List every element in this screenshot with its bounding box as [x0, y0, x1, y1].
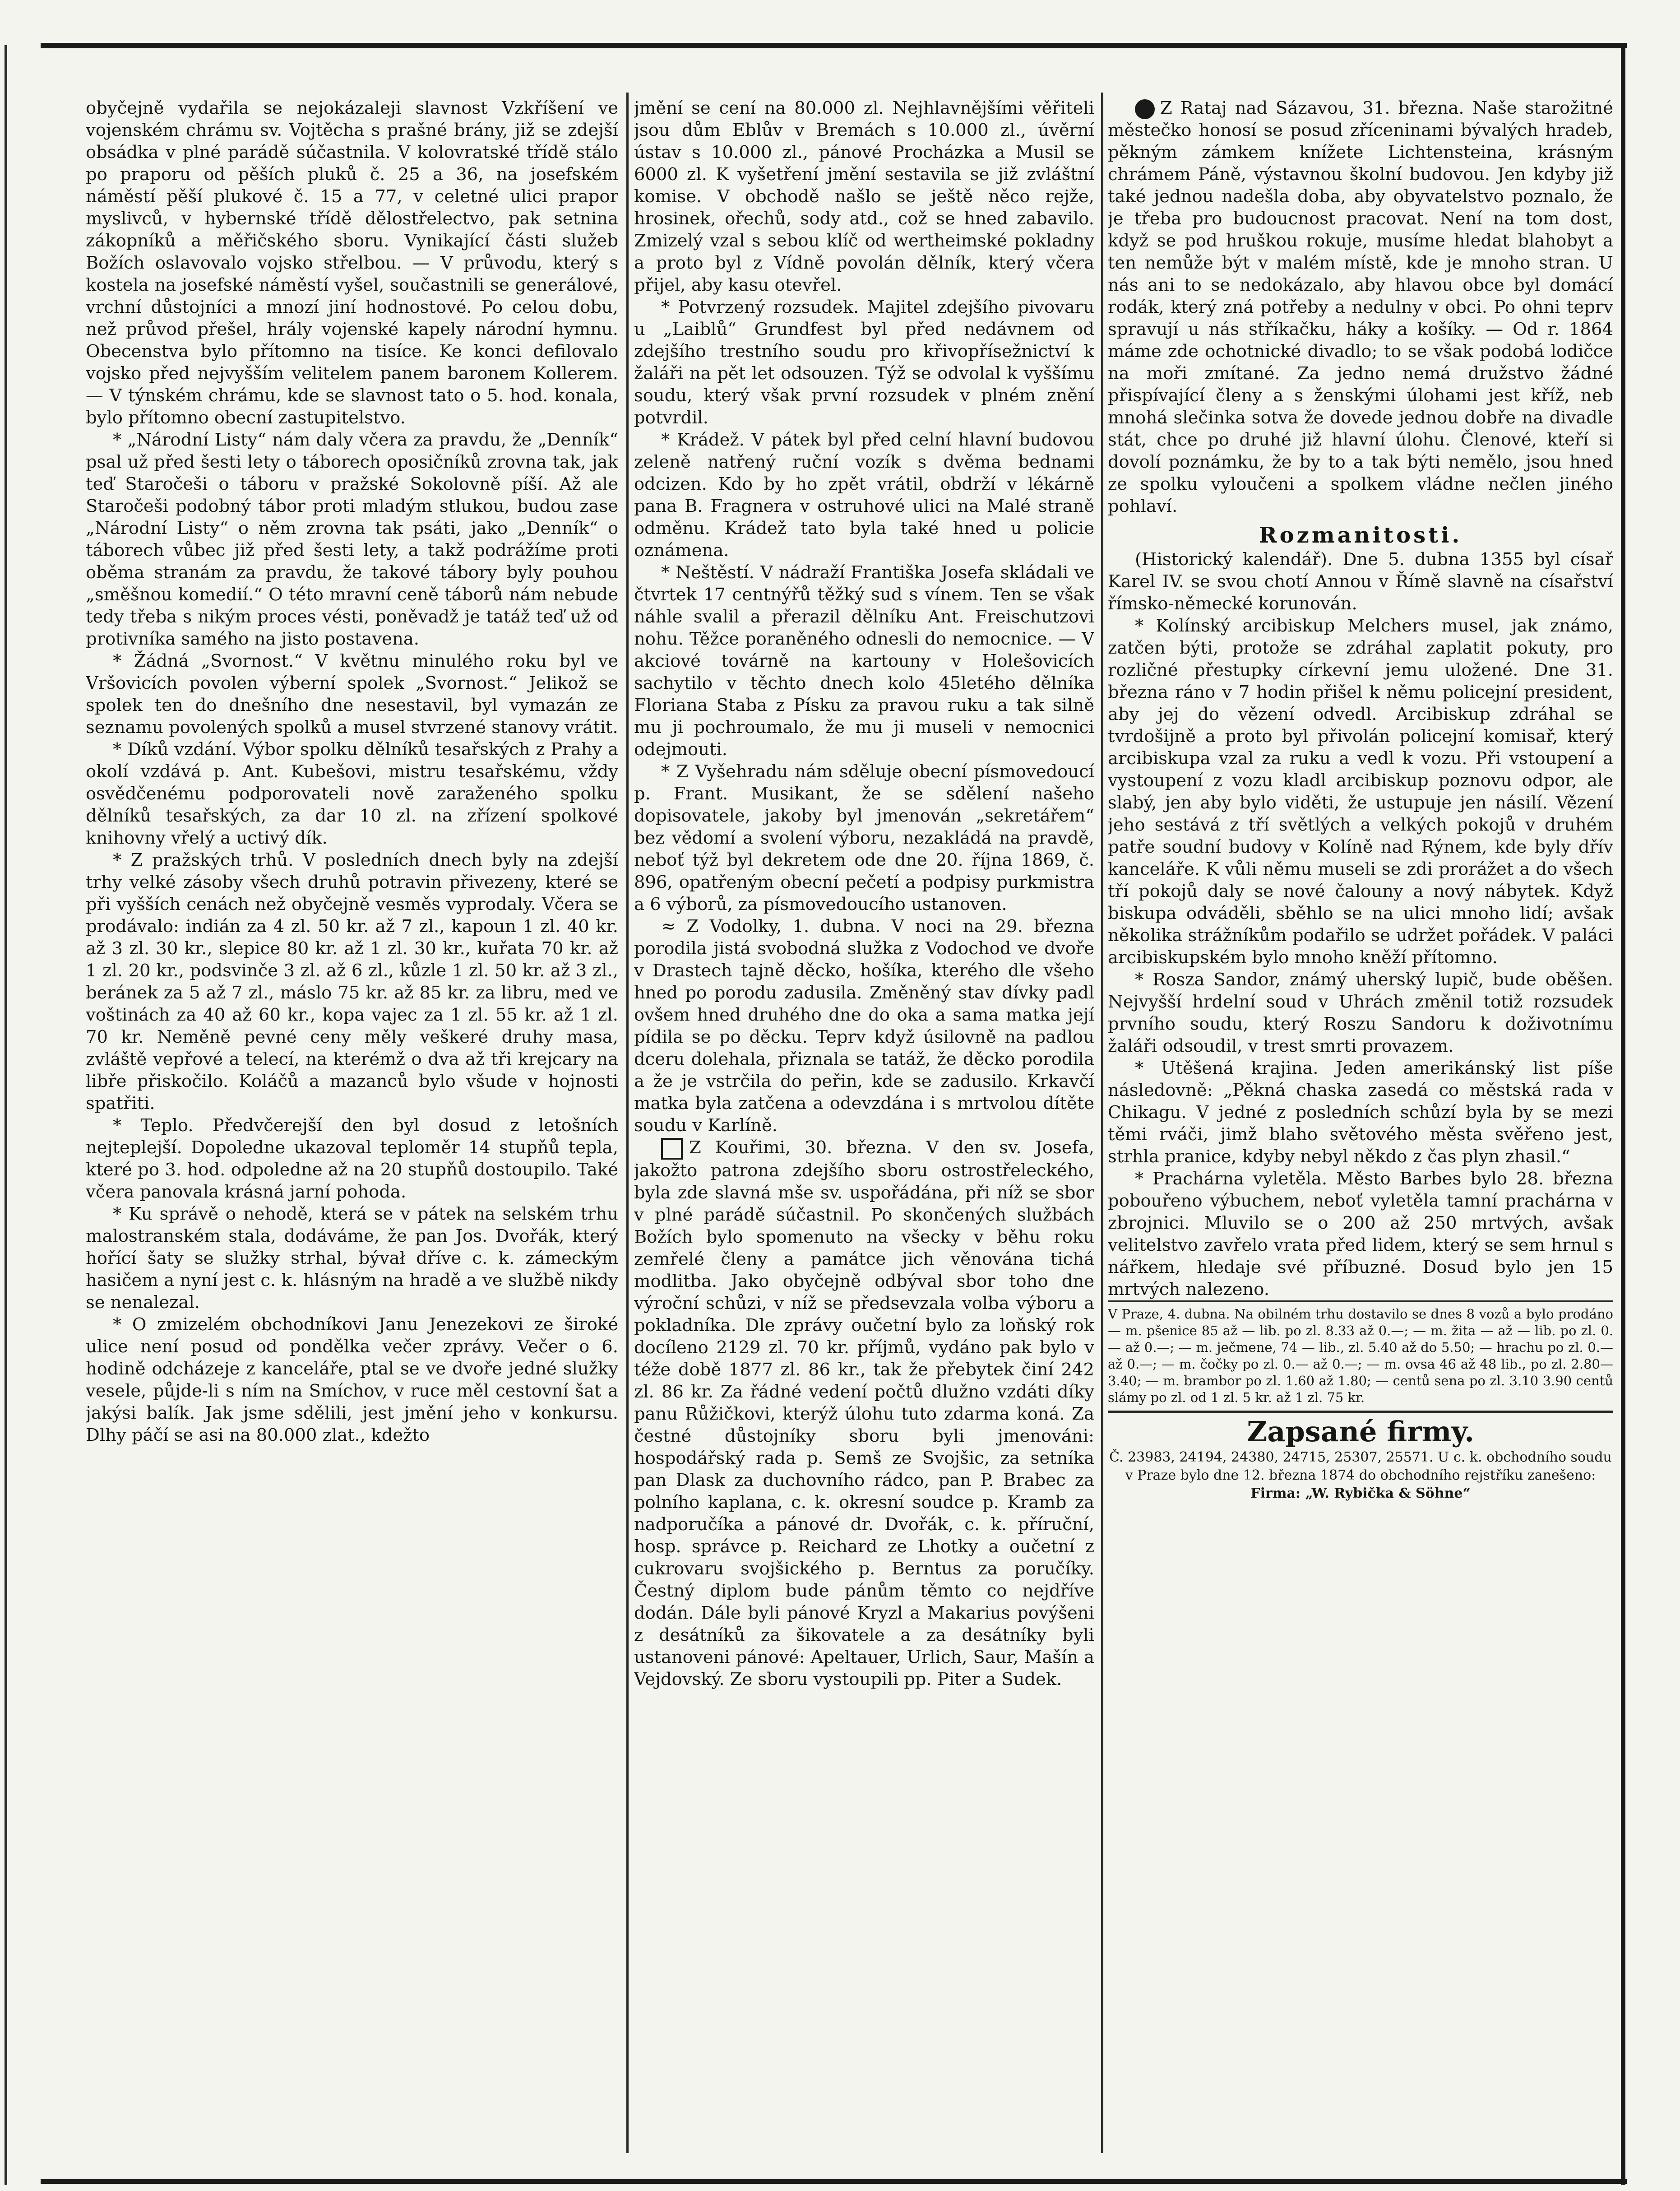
left-border: [5, 45, 7, 2185]
article-zmizely-obchodnik: * O zmizelém obchodníkovi Janu Jenezekovi ze široké ulice není posud od pondělka večer zprávy. Večer o 6. hodině odcházeje z kanceláře, ptal se ve dvoře jedné služky vesele, půjde-li s ním na Smíchov, v ruce měl cestovní šat a jakýsi balík. Jak jsme sdělili, jest jmění jeho v konkursu. Dlhy páčí se asi na 80.000 zlat., kdežto: [86, 1314, 618, 1445]
article-pracharna: * Prachárna vyletěla. Město Barbes bylo 28. března pobouřeno výbuchem, neboť vyletěla tamní prachárna v zbrojnici. Mluvilo se o 200 až 250 mrtvých, avšak velitelstvo zavřelo vrata před lidem, který se sem hrnul s nářkem, hledaje své příbuzné. Dosud bylo jen 15 mrtvých nalezeno.: [1108, 1169, 1613, 1300]
article-teplo: * Teplo. Předvčerejší den byl dosud z letošních nejteplejší. Dopoledne ukazoval teploměr 14 stupňů tepla, které po 3. hod. odpoledne až na 20 stupňů dostoupilo. Také včera panovala krásná jarní pohoda.: [86, 1115, 618, 1202]
article-prazske-trhy: * Z pražských trhů. V posledních dnech byly na zdejší trhy velké zásoby všech druhů potravin přivezeny, které se při vyšších cenách než obyčejně vesměs vyprodaly. Včera se prodávalo: indián za 4 zl. 50 kr. až 7 zl., kapoun 1 zl. 40 kr. až 3 zl. 30 kr., slepice 80 kr. až 1 zl. 30 kr., kuřata 70 kr. až 1 zl. 20 kr., podsvinče 3 zl. až 6 zl., kůzle 1 zl. 50 kr. až 3 zl., beránek za 5 až 7 zl., máslo 75 kr. až 85 kr. za libru, med ve voštinách za 40 až 60 kr., kopa vajec za 1 zl. 55 kr. až 1 zl. 70 kr. Neměně pevné ceny měly veškeré druhy masa, zvláště vepřové a telecí, na kterémž o dva až tři krejcary na libře přiskočilo. Koláčů a mazanců bylo všude v hojnosti spatřiti.: [86, 850, 618, 1114]
article-ku-sprave: * Ku správě o nehodě, která se v pátek na selském trhu malostranském stala, dodáváme, že pan Jos. Dvořák, který hořící šaty se služky strhal, bývał dříve c. k. zámeckým hasičem a nyní jest c. k. hlásným na hradě a ve službě nikdy se nenalezal.: [86, 1204, 618, 1313]
column-3: [1108, 97, 1613, 2155]
article-rosza-sandor: * Rosza Sandor, známý uherský lupič, bude oběšen. Nejvyšší hrdelní soud v Uhrách změnil totiž rozsudek prvního soudu, který Roszu Sandoru k doživotnímu žaláři odsoudil, v trest smrti provazem.: [1108, 970, 1613, 1056]
article-narodni-listy: * „Národní Listy“ nám daly včera za pravdu, že „Denník“ psal už před šesti lety o táborech oposičníků zrovna tak, jak teď Staročeši o táboru v pražské Sokolovně píší. Až ale Staročeši podobný tábor proti mladým stlukou, budou zase „Národní Listy“ o něm zrovna tak psáti, jako „Denník“ o táborech vůbec již před šesti lety, a takž podrážíme proti oběma stranám za pravdu, že takové tábory byly pouhou „směšnou komedií.“ O této mravní ceně táborů nám nebude tedy třeba s nikým proces vésti, poněvadž je tatáž teď už od protivníka samého na jisto postavena.: [86, 430, 618, 649]
bottom-border: [41, 2179, 1627, 2184]
article-jmeni-continued: jmění se cení na 80.000 zl. Nejhlavnějšími věřiteli jsou dům Eblův v Bremách s 10.000 zl., úvěrní ústav s 10.000 zl., pánové Procházka a Musil se 6000 zl. K vyšetření jmění sestavila se již zvláštní komise. V obchodě našlo se ještě něco rejže, hrosinek, ořechů, sody atd., což se hned zabavilo. Zmizelý vzal s sebou klíč od wertheimské pokladny a proto byl z Vídně povolán dělník, který včera přijel, aby kasu otevřel.: [634, 98, 1094, 295]
firm-name: Firma: „W. Rybička & Söhne“: [1250, 1485, 1471, 1501]
right-border: [1621, 45, 1625, 2185]
article-kradez: * Krádež. V pátek byl před celní hlavní budovou zeleně natřený ruční vozík s dvěma bednami odcizen. Kdo by ho zpět vrátil, obdrží v lékárně pana B. Fragnera v ostruhové ulici na Malé straně odměnu. Krádež tato byla také hned u policie oznámena.: [634, 430, 1094, 561]
top-border: [41, 43, 1627, 48]
article-kolinsky-arcibiskup: * Kolínský arcibiskup Melchers musel, jak známo, zatčen býti, protože se zdráhal zaplatit pokuty, pro rozličné přestupky církevní jemu uložené. Dne 31. března ráno v 7 hodin přišel k němu policejní president, aby jej do vězení odvedl. Arcibiskup zdráhal se tvrdošijně a proto byl přivolán policejní komisař, který arcibiskupa vzal za ruku a vedl k vozu. Při vstoupení a vystoupení z vozu kladl arcibiskup poznovu odpor, ale slabý, jen aby bylo viděti, že ustupuje jen násilí. Vězení jeho sestává z tří světlých a velkých pokojů v druhém patře soudní budovy v Kolíně nad Rýnem, kde byly dřív kanceláře. K vůli němu museli se zdi prorážet a do všech tří pokojů daly se nové čalouny a nový nábytek. Když biskupa odváděli, sběhlo se na ulici mnoho lidí; avšak několika strážníkům podařilo se udržet pořádek. V paláci arcibiskupském bylo mnoho kněží přítomno.: [1108, 616, 1613, 968]
firm-registry-numbers: Č. 23983, 24194, 24380, 24715, 25307, 25571. U c. k. obchodního soudu v Praze bylo dne 12. března 1874 do obchodního rejstříku zanešeno:: [1109, 1449, 1612, 1483]
column-2: [634, 97, 1094, 2155]
article-z-vysehradu: * Z Vyšehradu nám sděluje obecní písmovedoucí p. Frant. Musikant, že se sdělení našeho dopisovatele, jakoby byl jmenován „sekretářem“ bez vědomí a svolení výboru, nezakládá na pravdě, neboť týž byl dekretem ode dne 20. října 1869, č. 896, opatřeným obecní pečetí a podpisy purkmistra a 6 výborů, za písmovedoucího ustanoven.: [634, 761, 1094, 914]
section-heading-zapsane-firmy: Zapsané firmy.: [1108, 1411, 1613, 1448]
article-easter-celebration: obyčejně vydařila se nejokázaleji slavnost Vzkříšení ve vojenském chrámu sv. Vojtěcha s prašné brány, již se zdejší obsádka v plné parádě súčastnila. V kolovratské třídě stálo po praporu od pěších pluků č. 25 a 36, na josefském náměstí pěší plukové č. 15 a 77, v celetné ulici prapor myslivců, v hybernské třídě dělostřelectvo, pak setnina zákopníků a měřičského sboru. Vynikající části služeb Božích oslavovalo vojsko střelbou. — V průvodu, který s kostela na josefské náměstí vyšel, součastnili se generálové, vrchní důstojníci a mnozí jiní hodnostové. Po celou dobu, než průvod přešel, hrály vojenské kapely národní hymnu. Obecenstva bylo přítomno na tisíce. Ke konci defilovalo vojsko před nejvyšším velitelem panem baronem Kollerem. — V týnském chrámu, kde se slavnost tato o 5. hod. konala, bylo přítomno obecní zastupitelstvo.: [86, 98, 618, 428]
section-heading-rozmanitosti: Rozmanitosti.: [1259, 523, 1462, 548]
article-diku-vzdani: * Díků vzdání. Výbor spolku dělníků tesařských z Prahy a okolí vzdává p. Ant. Kubešovi, mistru tesařskému, vždy osvědčenému podporovateli nově zaraženého spolku dělníků tesařských, za dar 10 zl. na zřízení spolkové knihovny vřelý a uctivý dík.: [86, 739, 618, 848]
article-zadna-svornost: * Žádná „Svornost.“ V květnu minulého roku byl ve Vršovicích povolen výberní spolek „Svornost.“ Jelikož se spolek ten do dnešního dne nesestavil, byl vymazán ze seznamu povolených spolků a musel stvrzené stanovy vrátit.: [86, 651, 618, 738]
article-z-kourimi: Z Kouřimi, 30. března. V den sv. Josefa, jakožto patrona zdejšího sboru ostrostřeleckého, byla zde slavná mše sv. uspořádána, při níž se sbor v plné parádě súčastnil. Po skončených službách Božích bylo spomenuto na všecky v běhu roku zemřelé členy a památce jich věnována tichá modlitba. Jako obyčejně odbýval sbor toho dne výroční schůzi, v níž se předsevzala volba výboru a pokladníka. Dle zprávy oučetní bylo za loňský rok docíleno 2129 zl. 70 kr. příjmů, vydáno pak bylo v téže době 1877 zl. 86 kr., tak že přebytek činí 242 zl. 86 kr. Za řádné vedení počtů dlužno vzdáti díky panu Růžičkovi, kterýž úlohu tuto zdarma koná. Za čestné důstojníky sboru byli jmenováni: hospodářský rada p. Semš ze Svojšic, za setníka pan Dlask za duchovního rádco, pan P. Brabec za polního kaplana, c. k. okresní soudce p. Kramb za nadporučíka a pánové dr. Dvořák, c. k. příruční, hosp. správce p. Reichard ze Lhotky a oučetní z cukrovaru svojšického p. Berntus za poručíky. Čestný diplom bude pánům těmto co nejdříve dodán. Dále byli pánové Kryzl a Makarius povýšeni z desátníků za šikovatele a za desátníky byli ustanoveni pánové: Apeltauer, Urlich, Saur, Mašín a Vejdovský. Ze sboru vystoupili pp. Piter a Sudek.: [634, 1137, 1094, 1690]
grain-market-prices: V Praze, 4. dubna. Na obilném trhu dostavilo se dnes 8 vozů a bylo prodáno — m. pšenice 85 až — lib. po zl. 8.33 až 0.—; — m. žita — až — lib. po zl. 0.— až 0.—; — m. ječmene, 74 — lib., zl. 5.40 až do 5.50; — hrachu po zl. 0.— až 0.—; — m. čočky po zl. 0.— až 0.—; — m. ovsa 46 až 48 lib., po zl. 2.80—3.40; — m. brambor po zl. 1.60 až 1.80; — centů sena po zl. 3.10 3.90 centů slámy po zl. od 1 zl. 5 kr. až 1 zl. 75 kr.: [1108, 1300, 1613, 1406]
column-rule-2: [1101, 93, 1103, 2153]
article-utesena-krajina: * Utěšená krajina. Jeden amerikánský list píše následovně: „Pěkná chaska zasedá co městská rada v Chikagu. V jedné z posledních schůzí byla by se mezi těmi rváči, jimž blaho světového města svěřeno jest, strhla pranice, kdyby nebyl někdo z čas plyn zhasil.“: [1108, 1058, 1613, 1167]
article-z-vodolky: ≈ Z Vodolky, 1. dubna. V noci na 29. března porodila jistá svobodná služka z Vodochod ve dvoře v Drastech tajně děcko, hošíka, kterého dle všeho hned po porodu zadusila. Změněný stav dívky padl ovšem hned druhého dne do oka a sama matka její pídila se po děcku. Teprv když úsilovně na padlou dceru dolehala, přiznala se tatáž, že děcko porodila a že je vstrčila do peřin, kde se zadusilo. Krkavčí matka byla zatčena a odevzdána i s mrtvolou dítěte soudu v Karlíně.: [634, 916, 1094, 1136]
bullet-icon: [1135, 99, 1155, 119]
article-potvrzeny-rozsudek: * Potvrzený rozsudek. Majitel zdejšího pivovaru u „Laiblů“ Grundfest byl před nedávnem od zdejšího trestního soudu pro křivopřísežnictví k žaláři na pět let odsouzen. Týž se odvolal k vyššímu soudu, který však první rozsudek v plném znění potvrdil.: [634, 297, 1094, 428]
column-1: [86, 97, 618, 2155]
column-rule-1: [626, 93, 629, 2153]
article-nestesti: * Neštěstí. V nádraží Františka Josefa skládali ve čtvrtek 17 centnýřů těžký sud s vínem. Ten se však náhle svalil a přerazil dělníku Ant. Freischutzovi nohu. Těžce poraněného odnesli do nemocnice. — V akciové továrně na kartouny v Holešovicích sachytilo v těchto dnech kolo 45letého dělníka Floriana Staba z Písku za pravou ruku a tak silně mu ji pochroumalo, že mu ji museli v nemocnici odejmouti.: [634, 562, 1094, 760]
article-historicky-kalendar: (Historický kalendář). Dne 5. dubna 1355 byl císař Karel IV. se svou chotí Annou v Římě slavně na císařství římsko-německé korunován.: [1108, 549, 1613, 614]
article-z-rataj: Z Rataj nad Sázavou, 31. března. Naše starožitné městečko honosí se posud zříceninami bývalých hradeb, pěkným zámkem knížete Lichtensteina, krásným chrámem Páně, výstavnou školní budovou. Jen kdyby již také jednou nadešla doba, aby obyvatelstvo poznalo, že je třeba pro budoucnost pracovat. Není na tom dost, když se pod hruškou rokuje, musíme hledat blahobyt a ten nemůže být v malém místě, kde je mnoho stran. U nás ani to se nedokázalo, aby hlavou obce byl domácí rodák, který zná potřeby a nedulny v obci. Po ohni teprv spravují u nás stříkačku, háky a košíky. — Od r. 1864 máme zde ochotnické divadlo; to se však podobá lodičce na moři zmítané. Za jedno nemá družstvo žádné přispívající členy a s ženskými úlohami jest kříž, neb mnohá slečinka sotva že dovede jednou dobře na divadle stát, chce po druhé již hlavní úlohu. Členové, kteří si dovolí poznámku, že by to a tak býti nemělo, jsou hned ze spolku vyloučeni a spolkem vládne nečlen jiného pohlaví.: [1108, 98, 1613, 516]
wave-icon: ≈: [661, 916, 687, 937]
square-marker-icon: [661, 1138, 683, 1160]
